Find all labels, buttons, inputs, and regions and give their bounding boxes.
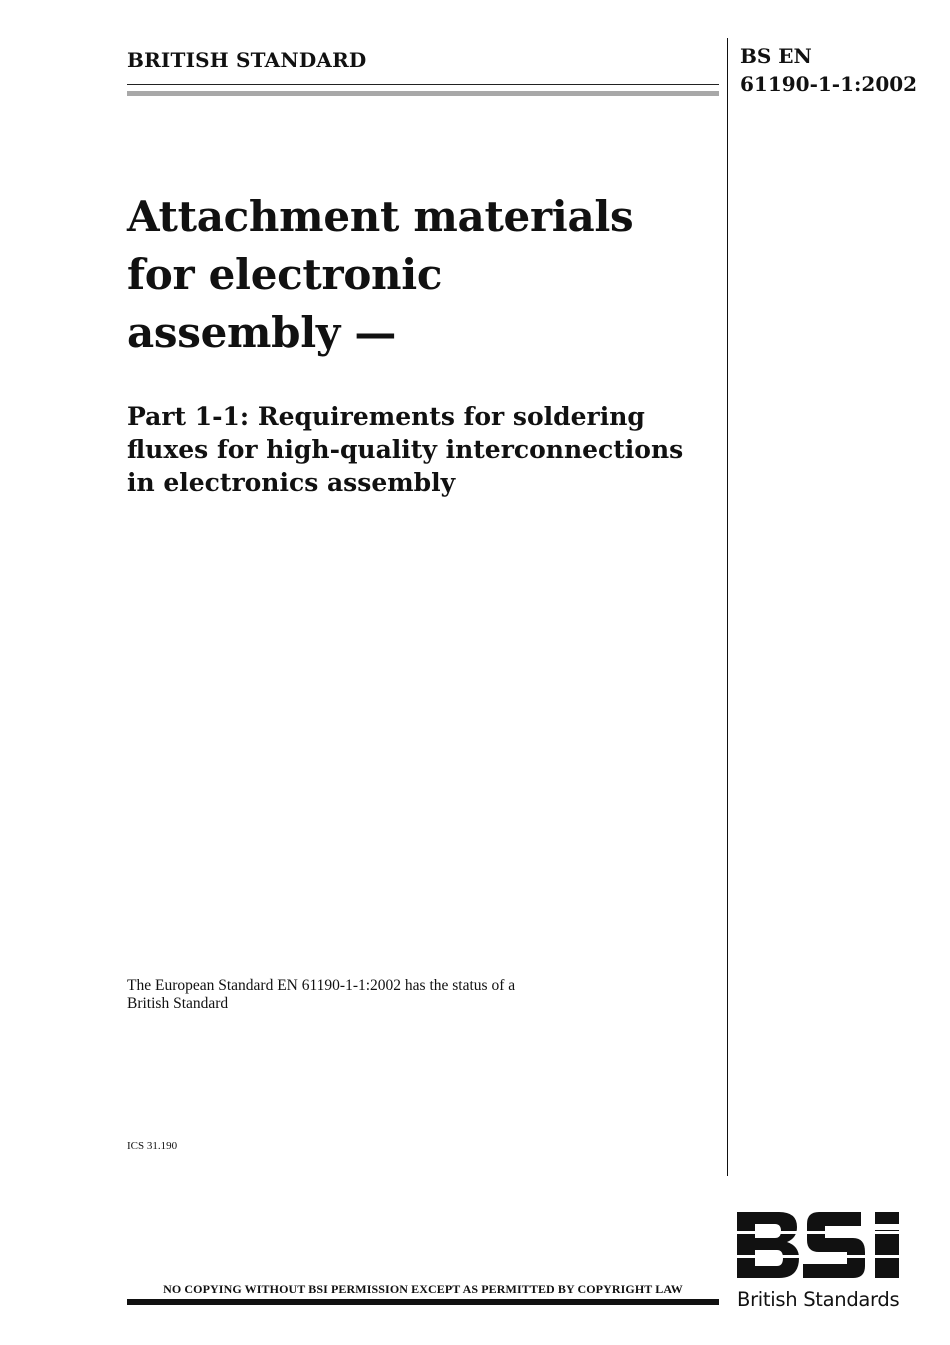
standard-number: BS EN 61190-1-1:2002 bbox=[740, 44, 918, 96]
status-statement: The European Standard EN 61190-1-1:2002 has the status of a British Standard bbox=[127, 977, 516, 1012]
header-rule-thin bbox=[127, 84, 719, 85]
copyright-notice: NO COPYING WITHOUT BSI PERMISSION EXCEPT AS PERMITTED BY COPYRIGHT LAW bbox=[163, 1282, 683, 1296]
document-title: Attachment materials for electronic assembly — bbox=[127, 192, 634, 357]
vertical-divider bbox=[727, 38, 728, 1176]
document-series-label: BRITISH STANDARD bbox=[127, 48, 367, 72]
footer-rule bbox=[127, 1299, 719, 1305]
header-rule-thick bbox=[127, 91, 719, 96]
ics-code: ICS 31.190 bbox=[127, 1140, 178, 1152]
bsi-logo-caption: British Standards bbox=[737, 1288, 900, 1311]
part-title: Part 1-1: Requirements for soldering fluxes for high-quality interconnections in electronics assembly bbox=[127, 402, 684, 497]
bsi-wordmark-icon bbox=[737, 1210, 905, 1282]
